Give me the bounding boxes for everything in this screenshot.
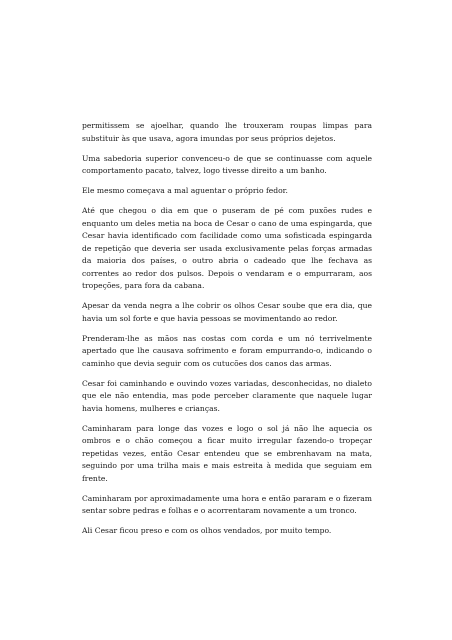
paragraph: permitissem se ajoelhar, quando lhe trouxeram roupas limpas para substituir às que usava, agora imundas por seus próprios dejetos. — [82, 121, 372, 143]
paragraph: Até que chegou o dia em que o puseram de pé com puxões rudes e enquanto um deles metia na boca de Cesar o cano de uma espingarda, que Cesar havia identificado com facilidade como uma sofisticada espingarda de repetição que deveria ser usada exclusivamente pelas forças armadas da maioria dos países, o outro abria o cadeado que lhe fechava as correntes ao redor dos pulsos. Depois o vendaram e o empurraram, aos tropeções, para fora da cabana. — [82, 206, 372, 290]
paragraph: Uma sabedoria superior convenceu-o de que se continuasse com aquele comportamento pacato, talvez, logo tivesse direito a um banho. — [82, 153, 372, 175]
paragraph: Ele mesmo começava a mal aguentar o próprio fedor. — [82, 186, 288, 195]
paragraph: Cesar foi caminhando e ouvindo vozes variadas, desconhecidas, no dialeto que ele não entendia, mas pode perceber claramente que naquele lugar havia homens, mulheres e crianças. — [82, 378, 372, 413]
paragraph: Caminharam por aproximadamente uma hora e então pararam e o fizeram sentar sobre pedras e folhas e o acorrentaram novamente a um tronco. — [82, 493, 372, 515]
paragraph: Prenderam-lhe as mãos nas costas com corda e um nó terrivelmente apertado que lhe causava sofrimento e foram empurrando-o, indicando o caminho que devia seguir com os cutucões dos canos das armas. — [82, 333, 372, 368]
body-text — [82, 120, 372, 545]
paragraph: Ali Cesar ficou preso e com os olhos vendados, por muito tempo. — [82, 526, 332, 535]
paragraph: Caminharam para longe das vozes e logo o sol já não lhe aquecia os ombros e o chão começou a ficar muito irregular fazendo-o tropeçar repetidas vezes, então Cesar entendeu que se embrenhavam na mata, seguindo por uma trilha mais e mais estreita à medida que seguiam em frente. — [82, 423, 372, 483]
paragraph: Apesar da venda negra a lhe cobrir os olhos Cesar soube que era dia, que havia um sol forte e que havia pessoas se movimentando ao redor. — [82, 301, 372, 323]
